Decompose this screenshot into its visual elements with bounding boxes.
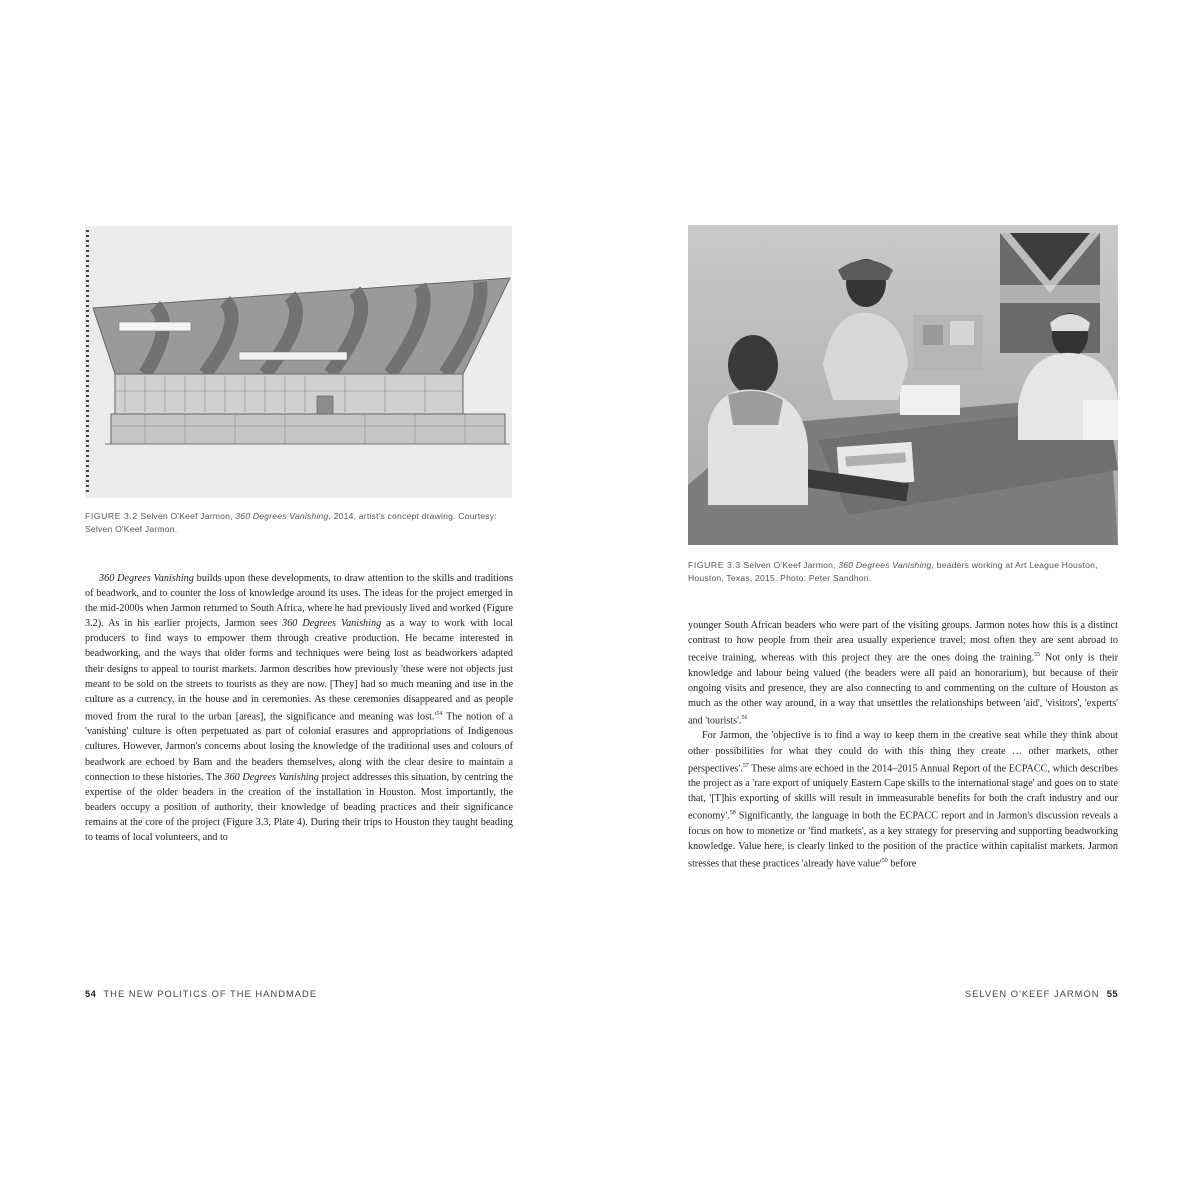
paragraph-text: as a way to work with local producers to find ways to empower them through creative production. He became interested in beadworking, and the ways that older forms and techniques were being lost as beadworkers adapted their designs to appeal to tourist markets. Jarmon describes how previously 'these were not objects just meant to be sold on the streets to tourists as they are now. [They] had so much meaning and use in the culture as a currency, in the house and in ceremonies. As these ceremonies disappeared and as people moved from the rural to the urban [areas], the significance and meaning was lost.' <box>85 618 513 723</box>
binding-dot <box>86 425 89 427</box>
binding-dot <box>86 270 89 272</box>
binding-dot <box>86 490 89 492</box>
page-number: 54 <box>85 988 97 999</box>
paragraph <box>688 618 1118 728</box>
binding-dot <box>86 380 89 382</box>
work-title: 360 Degrees Vanishing <box>282 618 382 630</box>
footnote-marker: 54 <box>436 710 443 717</box>
left-footer <box>85 988 317 999</box>
binding-dot <box>86 435 89 437</box>
paragraph-text: The notion of a 'vanishing' culture is often perpetuated as part of colonial erasures and appropriations of Indigenous cultures. However, Jarmon's concerns about losing the knowledge of the traditional uses and colours of beadwork are echoed by Bam and the beaders themselves, along with the clear desire to maintain a connection to these histories. The <box>85 711 513 783</box>
paragraph-text: Not only is their knowledge and labour being valued (the beaders were all paid an honorarium), but because of their ongoing visits and presence, they are also connecting to and commenting on the culture of Houston as much as the other way around, in a way that unsettles the relationships between 'aid', 'visitors', 'experts' and 'tourists'. <box>688 652 1119 727</box>
binding-dot <box>86 340 89 342</box>
caption-title: 360 Degrees Vanishing <box>235 511 329 521</box>
binding-dot <box>86 285 89 287</box>
binding-dot <box>86 315 89 317</box>
binding-dot <box>86 280 89 282</box>
binding-dot <box>86 370 89 372</box>
binding-dot <box>86 290 89 292</box>
figure-label: FIGURE 3.3 <box>688 560 741 570</box>
binding-dot <box>86 275 89 277</box>
binding-dot <box>86 405 89 407</box>
binding-dot <box>86 440 89 442</box>
figure-3-3-caption <box>688 559 1118 585</box>
paragraph-text: project addresses this situation, by centring the expertise of the older beaders in the creation of the installation in Houston. Most importantly, the beaders occupy a position of authority, their knowledge of beading practices and their significance remains at the core of the project (Figure 3.3, Plate 4). During their trips to Houston they taught beading to teams of local volunteers, and to <box>85 771 513 843</box>
binding-dot <box>86 360 89 362</box>
binding-dot <box>86 235 89 237</box>
binding-dot <box>86 355 89 357</box>
binding-dot <box>86 295 89 297</box>
paragraph <box>688 728 1118 871</box>
binding-dot <box>86 255 89 257</box>
binding-dot <box>86 265 89 267</box>
paragraph-text: For Jarmon, the 'objective is to find a way to keep them in the creative seat while they think about other possibilities for what they could do with this thing they create … other markets, other perspectives'. <box>688 730 1118 775</box>
right-page <box>600 0 1200 1200</box>
binding-dot <box>86 390 89 392</box>
binding-dot <box>86 325 89 327</box>
figure-3-2-caption <box>85 510 515 536</box>
binding-dot <box>86 415 89 417</box>
paragraph-text: These aims are echoed in the 2014–2015 Annual Report of the ECPACC, which describes the project as a 'rare export of uniquely Eastern Cape skills to the international stage' and goes on to state that, '[T]his exporting of skills will result in immeasurable benefits for both the craft industry and our economy'. <box>688 763 1118 822</box>
binding-dot <box>86 335 89 337</box>
binding-dot <box>86 245 89 247</box>
binding-dot <box>86 465 89 467</box>
binding-dot <box>86 310 89 312</box>
paragraph-text: younger South African beaders who were part of the visiting groups. Jarmon notes how this is a distinct contrast to how people from their area usually experience travel; most often they are sent abroad to receive training, whereas with this project they are the ones doing the training. <box>688 620 1118 664</box>
binding-dot <box>86 350 89 352</box>
paragraph <box>85 571 513 845</box>
caption-title: 360 Degrees Vanishing <box>838 560 932 570</box>
figure-3-2-concept-drawing <box>85 226 512 498</box>
right-body-text <box>688 618 1118 871</box>
paragraph-text: builds upon these developments, to draw attention to the skills and traditions of beadwork, and to counter the loss of knowledge around its uses. The ideas for the project emerged in the mid-2000s when Jarmon returned to South Africa, where he had previously lived and worked (Figure 3.2). As in his earlier projects, Jarmon sees <box>85 573 513 630</box>
footnote-marker: 59 <box>881 857 888 864</box>
right-footer <box>965 988 1118 999</box>
binding-dot <box>86 375 89 377</box>
work-title: 360 Degrees Vanishing <box>224 771 319 783</box>
caption-text: , 2014, artist's concept drawing. Courtesy: Selven O'Keef Jarmon. <box>85 511 497 534</box>
page-number: 55 <box>1106 988 1118 999</box>
footnote-marker: 55 <box>1034 652 1041 659</box>
binding-dot <box>86 420 89 422</box>
footnote-marker: 58 <box>729 810 736 817</box>
binding-dot <box>86 330 89 332</box>
paragraph-text: Significantly, the language in both the ECPACC report and in Jarmon's discussion reveals a focus on how to monetize or 'find markets', as a key strategy for preserving and supporting beadworking knowledge. Value here, is clearly linked to the position of the practice within capitalist markets. Jarmon stresses that these practices 'already have value' <box>688 810 1118 870</box>
binding-dot <box>86 445 89 447</box>
binding-dot <box>86 260 89 262</box>
beaders-photo-image <box>688 225 1118 545</box>
binding-dot <box>86 395 89 397</box>
concept-drawing-image <box>85 226 512 498</box>
binding-dot <box>86 305 89 307</box>
caption-text: , beaders working at Art League Houston, Houston, Texas, 2015. Photo: Peter Sandhon. <box>688 560 1098 583</box>
binding-dot <box>86 455 89 457</box>
binding-dot <box>86 400 89 402</box>
footnote-marker: 57 <box>742 762 749 769</box>
figure-3-3-photo <box>688 225 1118 545</box>
left-body-text <box>85 571 513 845</box>
binding-dot <box>86 320 89 322</box>
binding-dot <box>86 300 89 302</box>
caption-text: Selven O'Keef Jarmon, <box>743 560 839 570</box>
binding-dot <box>86 230 89 232</box>
work-title: 360 Degrees Vanishing <box>99 573 194 584</box>
binding-dot <box>86 345 89 347</box>
figure-label: FIGURE 3.2 <box>85 511 138 521</box>
binding-dot <box>86 480 89 482</box>
binding-dot <box>86 450 89 452</box>
caption-text: Selven O'Keef Jarmon, <box>140 511 236 521</box>
binding-dot <box>86 410 89 412</box>
binding-dot <box>86 485 89 487</box>
running-head: THE NEW POLITICS OF THE HANDMADE <box>103 988 318 999</box>
binding-dot <box>86 470 89 472</box>
footnote-marker: 56 <box>741 714 748 721</box>
paragraph-text: before <box>887 858 917 870</box>
binding-dot <box>86 460 89 462</box>
binding-dot <box>86 240 89 242</box>
binding-dot <box>86 250 89 252</box>
running-head: SELVEN O'KEEF JARMON <box>964 988 1100 999</box>
binding-dot <box>86 430 89 432</box>
binding-dot <box>86 475 89 477</box>
binding-dot <box>86 385 89 387</box>
binding-dot <box>86 365 89 367</box>
